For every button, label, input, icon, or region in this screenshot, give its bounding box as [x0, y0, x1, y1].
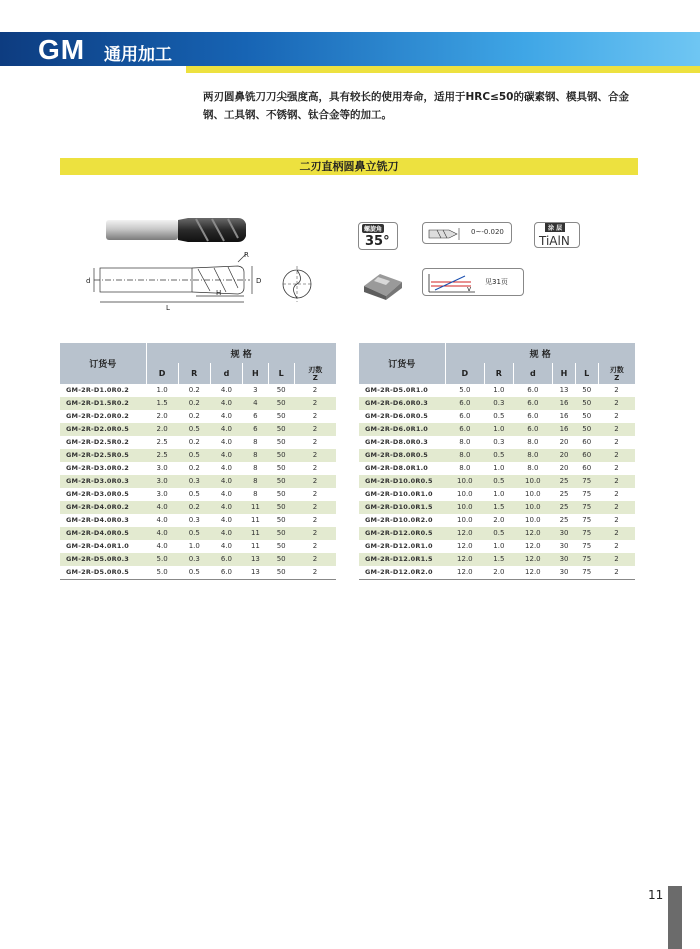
col-D-header: D [146, 363, 178, 384]
cell-H: 16 [553, 410, 576, 423]
cell-R: 0.5 [178, 449, 210, 462]
spec-table-left [60, 343, 336, 580]
order-code: GM-2R-D10.0R0.5 [359, 475, 445, 488]
cell-H: 30 [553, 566, 576, 580]
cell-R: 0.5 [178, 527, 210, 540]
cell-Z: 2 [598, 384, 635, 397]
table-row [60, 501, 336, 514]
cell-L: 75 [575, 527, 598, 540]
cell-R: 0.2 [178, 384, 210, 397]
cell-d: 4.0 [210, 384, 242, 397]
cell-D: 12.0 [445, 553, 485, 566]
order-code: GM-2R-D12.0R0.5 [359, 527, 445, 540]
label-D: D [256, 277, 262, 285]
order-code: GM-2R-D6.0R0.5 [359, 410, 445, 423]
order-code: GM-2R-D4.0R0.5 [60, 527, 146, 540]
table-row [359, 449, 635, 462]
spec-group-header: 规 格 [146, 343, 336, 363]
helix-angle-icon [358, 222, 398, 250]
cell-D: 5.0 [445, 384, 485, 397]
order-code: GM-2R-D1.0R0.2 [60, 384, 146, 397]
cell-H: 3 [243, 384, 269, 397]
cell-Z: 2 [598, 423, 635, 436]
cell-d: 4.0 [210, 423, 242, 436]
order-code: GM-2R-D12.0R1.5 [359, 553, 445, 566]
cell-Z: 2 [598, 462, 635, 475]
order-code: GM-2R-D3.0R0.2 [60, 462, 146, 475]
cell-L: 50 [268, 384, 294, 397]
flutes-symbol: Z [614, 373, 620, 382]
tool-end-view [280, 256, 314, 312]
spec-group-header: 规 格 [445, 343, 635, 363]
cell-L: 50 [268, 566, 294, 580]
cell-H: 16 [553, 397, 576, 410]
table-row [60, 384, 336, 397]
cell-H: 20 [553, 462, 576, 475]
cell-H: 11 [243, 514, 269, 527]
cell-Z: 2 [598, 488, 635, 501]
cell-R: 1.0 [485, 488, 513, 501]
cell-R: 0.3 [178, 553, 210, 566]
cell-D: 3.0 [146, 462, 178, 475]
flutes-symbol: Z [312, 373, 318, 382]
table-row [359, 540, 635, 553]
cell-H: 11 [243, 501, 269, 514]
order-code: GM-2R-D2.5R0.2 [60, 436, 146, 449]
order-code: GM-2R-D10.0R1.5 [359, 501, 445, 514]
cell-d: 4.0 [210, 514, 242, 527]
svg-text:v: v [467, 285, 472, 293]
cell-R: 0.5 [485, 527, 513, 540]
cell-Z: 2 [294, 540, 336, 553]
cell-R: 2.0 [485, 514, 513, 527]
order-code: GM-2R-D4.0R0.2 [60, 501, 146, 514]
table-row [60, 566, 336, 580]
product-section-bar [60, 158, 638, 175]
cell-L: 50 [268, 436, 294, 449]
cell-D: 6.0 [445, 410, 485, 423]
cell-L: 50 [268, 553, 294, 566]
page-number: 11 [648, 888, 664, 902]
product-title: 二刃直柄圆鼻立铣刀 [299, 160, 399, 173]
table-row [60, 410, 336, 423]
cell-H: 16 [553, 423, 576, 436]
order-code: GM-2R-D5.0R1.0 [359, 384, 445, 397]
cell-Z: 2 [294, 423, 336, 436]
cell-d: 6.0 [210, 566, 242, 580]
order-code: GM-2R-D2.0R0.2 [60, 410, 146, 423]
table-row [359, 384, 635, 397]
order-code: GM-2R-D4.0R1.0 [60, 540, 146, 553]
table-row [60, 436, 336, 449]
cell-H: 6 [243, 423, 269, 436]
cell-H: 20 [553, 449, 576, 462]
col-L-header: L [268, 363, 294, 384]
cell-Z: 2 [598, 553, 635, 566]
table-row [60, 449, 336, 462]
cell-R: 1.5 [485, 501, 513, 514]
cell-d: 8.0 [513, 449, 553, 462]
helix-angle-label: 螺旋角 [364, 226, 383, 233]
cell-R: 1.0 [485, 423, 513, 436]
cell-D: 12.0 [445, 566, 485, 580]
page-edge-tab [668, 886, 682, 949]
cell-L: 75 [575, 540, 598, 553]
order-code: GM-2R-D5.0R0.5 [60, 566, 146, 580]
cell-L: 50 [268, 423, 294, 436]
order-code: GM-2R-D6.0R0.3 [359, 397, 445, 410]
cell-H: 8 [243, 488, 269, 501]
cell-d: 4.0 [210, 462, 242, 475]
cell-d: 4.0 [210, 397, 242, 410]
cell-Z: 2 [294, 566, 336, 580]
cell-Z: 2 [598, 501, 635, 514]
cell-D: 6.0 [445, 397, 485, 410]
cell-R: 0.3 [485, 397, 513, 410]
cell-H: 8 [243, 475, 269, 488]
cell-Z: 2 [598, 566, 635, 580]
cell-R: 1.5 [485, 553, 513, 566]
cell-H: 13 [243, 553, 269, 566]
cell-R: 0.2 [178, 501, 210, 514]
cell-L: 50 [268, 514, 294, 527]
table-row [359, 423, 635, 436]
tool-photo [100, 210, 250, 250]
cell-R: 0.2 [178, 397, 210, 410]
order-code: GM-2R-D5.0R0.3 [60, 553, 146, 566]
tolerance-tool-icon [427, 224, 467, 244]
order-code: GM-2R-D3.0R0.3 [60, 475, 146, 488]
cell-L: 50 [575, 397, 598, 410]
cell-d: 12.0 [513, 566, 553, 580]
cell-d: 10.0 [513, 475, 553, 488]
cell-R: 1.0 [178, 540, 210, 553]
cell-Z: 2 [598, 475, 635, 488]
cell-Z: 2 [294, 462, 336, 475]
label-L: L [166, 304, 170, 312]
cell-d: 6.0 [513, 410, 553, 423]
cell-R: 1.0 [485, 384, 513, 397]
cell-L: 50 [575, 384, 598, 397]
cell-D: 5.0 [146, 553, 178, 566]
cell-H: 25 [553, 501, 576, 514]
order-code: GM-2R-D2.5R0.5 [60, 449, 146, 462]
cell-L: 50 [268, 462, 294, 475]
cell-R: 0.5 [178, 488, 210, 501]
cell-L: 50 [268, 397, 294, 410]
table-row [359, 566, 635, 580]
spec-table-right-body [359, 384, 635, 580]
table-row [359, 436, 635, 449]
order-code: GM-2R-D8.0R0.5 [359, 449, 445, 462]
table-row [359, 553, 635, 566]
cell-H: 8 [243, 436, 269, 449]
cell-L: 50 [268, 501, 294, 514]
cell-D: 3.0 [146, 488, 178, 501]
cell-R: 0.3 [485, 436, 513, 449]
cutting-chart-icon [425, 270, 483, 296]
cell-D: 12.0 [445, 527, 485, 540]
cell-D: 8.0 [445, 462, 485, 475]
cell-d: 8.0 [513, 436, 553, 449]
table-row [359, 475, 635, 488]
cell-D: 8.0 [445, 449, 485, 462]
cell-D: 1.5 [146, 397, 178, 410]
cell-Z: 2 [294, 384, 336, 397]
order-code: GM-2R-D8.0R1.0 [359, 462, 445, 475]
section-subtitle: 通用加工 [104, 45, 172, 65]
col-d-header: d [513, 363, 553, 384]
col-flutes-header [294, 363, 336, 384]
flutes-label: 刃数 [308, 365, 323, 374]
cell-d: 6.0 [513, 397, 553, 410]
cell-L: 50 [268, 475, 294, 488]
cell-L: 50 [268, 488, 294, 501]
cell-R: 2.0 [485, 566, 513, 580]
cell-Z: 2 [294, 475, 336, 488]
cell-d: 12.0 [513, 540, 553, 553]
cell-d: 4.0 [210, 501, 242, 514]
tolerance-icon [422, 222, 512, 244]
cell-L: 75 [575, 501, 598, 514]
spec-table-left-body [60, 384, 336, 580]
cell-D: 2.0 [146, 423, 178, 436]
helix-angle-value: 35° [365, 234, 390, 249]
order-code: GM-2R-D10.0R1.0 [359, 488, 445, 501]
cell-R: 0.5 [178, 566, 210, 580]
cell-R: 0.3 [178, 514, 210, 527]
cell-Z: 2 [294, 527, 336, 540]
cell-D: 10.0 [445, 514, 485, 527]
cell-D: 10.0 [445, 488, 485, 501]
cell-d: 12.0 [513, 527, 553, 540]
cell-L: 50 [575, 410, 598, 423]
cell-d: 10.0 [513, 488, 553, 501]
coating-label: 涂 层 [545, 223, 565, 232]
table-row [60, 553, 336, 566]
cell-Z: 2 [598, 410, 635, 423]
cell-L: 75 [575, 475, 598, 488]
cell-H: 25 [553, 475, 576, 488]
cell-H: 8 [243, 462, 269, 475]
cell-R: 0.2 [178, 410, 210, 423]
cell-Z: 2 [598, 436, 635, 449]
order-number-header: 订货号 [60, 343, 146, 384]
cell-L: 60 [575, 462, 598, 475]
col-d-header: d [210, 363, 242, 384]
cell-D: 10.0 [445, 501, 485, 514]
cell-L: 50 [268, 410, 294, 423]
flutes-label: 刃数 [609, 365, 624, 374]
table-row [359, 410, 635, 423]
cell-Z: 2 [294, 553, 336, 566]
cell-d: 6.0 [513, 384, 553, 397]
cell-D: 4.0 [146, 540, 178, 553]
cell-d: 4.0 [210, 527, 242, 540]
table-row [60, 527, 336, 540]
order-code: GM-2R-D12.0R1.0 [359, 540, 445, 553]
cell-Z: 2 [294, 449, 336, 462]
cell-L: 75 [575, 553, 598, 566]
cell-H: 25 [553, 488, 576, 501]
col-L-header: L [575, 363, 598, 384]
order-code: GM-2R-D8.0R0.3 [359, 436, 445, 449]
col-flutes-header [598, 363, 635, 384]
table-row [359, 397, 635, 410]
cell-L: 60 [575, 449, 598, 462]
brand-title: GM [38, 34, 86, 65]
cutting-conditions-reference: 见31页 [485, 278, 508, 286]
intro-paragraph: 两刃圆鼻铣刀刀尖强度高，具有较长的使用寿命，适用于HRC≤50的碳素钢、模具钢、合金钢、工具钢、不锈钢、钛合金等的加工。 [203, 91, 629, 121]
coating-icon [534, 222, 580, 248]
col-D-header: D [445, 363, 485, 384]
cell-d: 6.0 [210, 553, 242, 566]
header-accent-strip [186, 66, 700, 73]
cell-L: 75 [575, 488, 598, 501]
spec-table-right [359, 343, 635, 580]
cell-Z: 2 [294, 436, 336, 449]
order-code: GM-2R-D12.0R2.0 [359, 566, 445, 580]
cell-R: 0.2 [178, 436, 210, 449]
table-row [359, 501, 635, 514]
cell-Z: 2 [294, 501, 336, 514]
coating-value: TiAlN [539, 234, 570, 248]
cell-d: 4.0 [210, 488, 242, 501]
cell-R: 1.0 [485, 462, 513, 475]
cell-D: 1.0 [146, 384, 178, 397]
cell-R: 0.5 [485, 475, 513, 488]
table-row [60, 397, 336, 410]
cell-H: 6 [243, 410, 269, 423]
table-row [359, 527, 635, 540]
cell-Z: 2 [294, 514, 336, 527]
cell-H: 13 [553, 384, 576, 397]
cell-Z: 2 [598, 514, 635, 527]
diameter-tolerance: 0~-0.020 [471, 228, 504, 236]
cell-R: 1.0 [485, 540, 513, 553]
cell-D: 5.0 [146, 566, 178, 580]
cell-H: 11 [243, 527, 269, 540]
cell-d: 4.0 [210, 540, 242, 553]
cell-L: 75 [575, 566, 598, 580]
cutting-conditions-icon [422, 268, 524, 296]
cell-D: 2.5 [146, 436, 178, 449]
order-number-header: 订货号 [359, 343, 445, 384]
table-row [60, 423, 336, 436]
cell-D: 2.0 [146, 410, 178, 423]
cell-D: 4.0 [146, 501, 178, 514]
col-H-header: H [243, 363, 269, 384]
table-row [359, 462, 635, 475]
col-R-header: R [485, 363, 513, 384]
cell-L: 60 [575, 436, 598, 449]
cell-D: 2.5 [146, 449, 178, 462]
cell-L: 50 [575, 423, 598, 436]
cell-H: 11 [243, 540, 269, 553]
table-row [60, 514, 336, 527]
cell-D: 4.0 [146, 514, 178, 527]
cell-R: 0.5 [485, 449, 513, 462]
cell-d: 4.0 [210, 475, 242, 488]
cell-Z: 2 [294, 397, 336, 410]
cell-H: 4 [243, 397, 269, 410]
cell-d: 4.0 [210, 436, 242, 449]
label-d: d [86, 277, 91, 285]
cell-L: 50 [268, 527, 294, 540]
cell-d: 4.0 [210, 410, 242, 423]
cell-R: 0.5 [178, 423, 210, 436]
col-R-header: R [178, 363, 210, 384]
table-row [60, 462, 336, 475]
col-H-header: H [553, 363, 576, 384]
table-row [60, 488, 336, 501]
table-row [359, 488, 635, 501]
table-row [60, 475, 336, 488]
workpiece-icon [360, 268, 406, 300]
cell-L: 75 [575, 514, 598, 527]
order-code: GM-2R-D3.0R0.5 [60, 488, 146, 501]
cell-D: 8.0 [445, 436, 485, 449]
cell-H: 30 [553, 527, 576, 540]
order-code: GM-2R-D1.5R0.2 [60, 397, 146, 410]
order-code: GM-2R-D6.0R1.0 [359, 423, 445, 436]
cell-Z: 2 [598, 527, 635, 540]
cell-D: 3.0 [146, 475, 178, 488]
cell-Z: 2 [598, 540, 635, 553]
cell-Z: 2 [598, 397, 635, 410]
table-row [359, 514, 635, 527]
cell-D: 6.0 [445, 423, 485, 436]
cell-H: 8 [243, 449, 269, 462]
cell-d: 4.0 [210, 449, 242, 462]
cell-R: 0.3 [178, 475, 210, 488]
order-code: GM-2R-D2.0R0.5 [60, 423, 146, 436]
table-row [60, 540, 336, 553]
order-code: GM-2R-D4.0R0.3 [60, 514, 146, 527]
label-R: R [244, 251, 249, 259]
cell-L: 50 [268, 449, 294, 462]
cell-d: 8.0 [513, 462, 553, 475]
cell-d: 12.0 [513, 553, 553, 566]
cell-D: 4.0 [146, 527, 178, 540]
cell-H: 25 [553, 514, 576, 527]
cell-L: 50 [268, 540, 294, 553]
label-H: H [216, 289, 222, 297]
cell-H: 13 [243, 566, 269, 580]
cell-R: 0.5 [485, 410, 513, 423]
cell-H: 20 [553, 436, 576, 449]
cell-d: 10.0 [513, 501, 553, 514]
cell-H: 30 [553, 540, 576, 553]
cell-Z: 2 [598, 449, 635, 462]
tool-dimension-drawing [78, 250, 268, 320]
cell-Z: 2 [294, 488, 336, 501]
cell-Z: 2 [294, 410, 336, 423]
cell-R: 0.2 [178, 462, 210, 475]
cell-D: 12.0 [445, 540, 485, 553]
cell-d: 6.0 [513, 423, 553, 436]
cell-d: 10.0 [513, 514, 553, 527]
order-code: GM-2R-D10.0R2.0 [359, 514, 445, 527]
cell-D: 10.0 [445, 475, 485, 488]
cell-H: 30 [553, 553, 576, 566]
